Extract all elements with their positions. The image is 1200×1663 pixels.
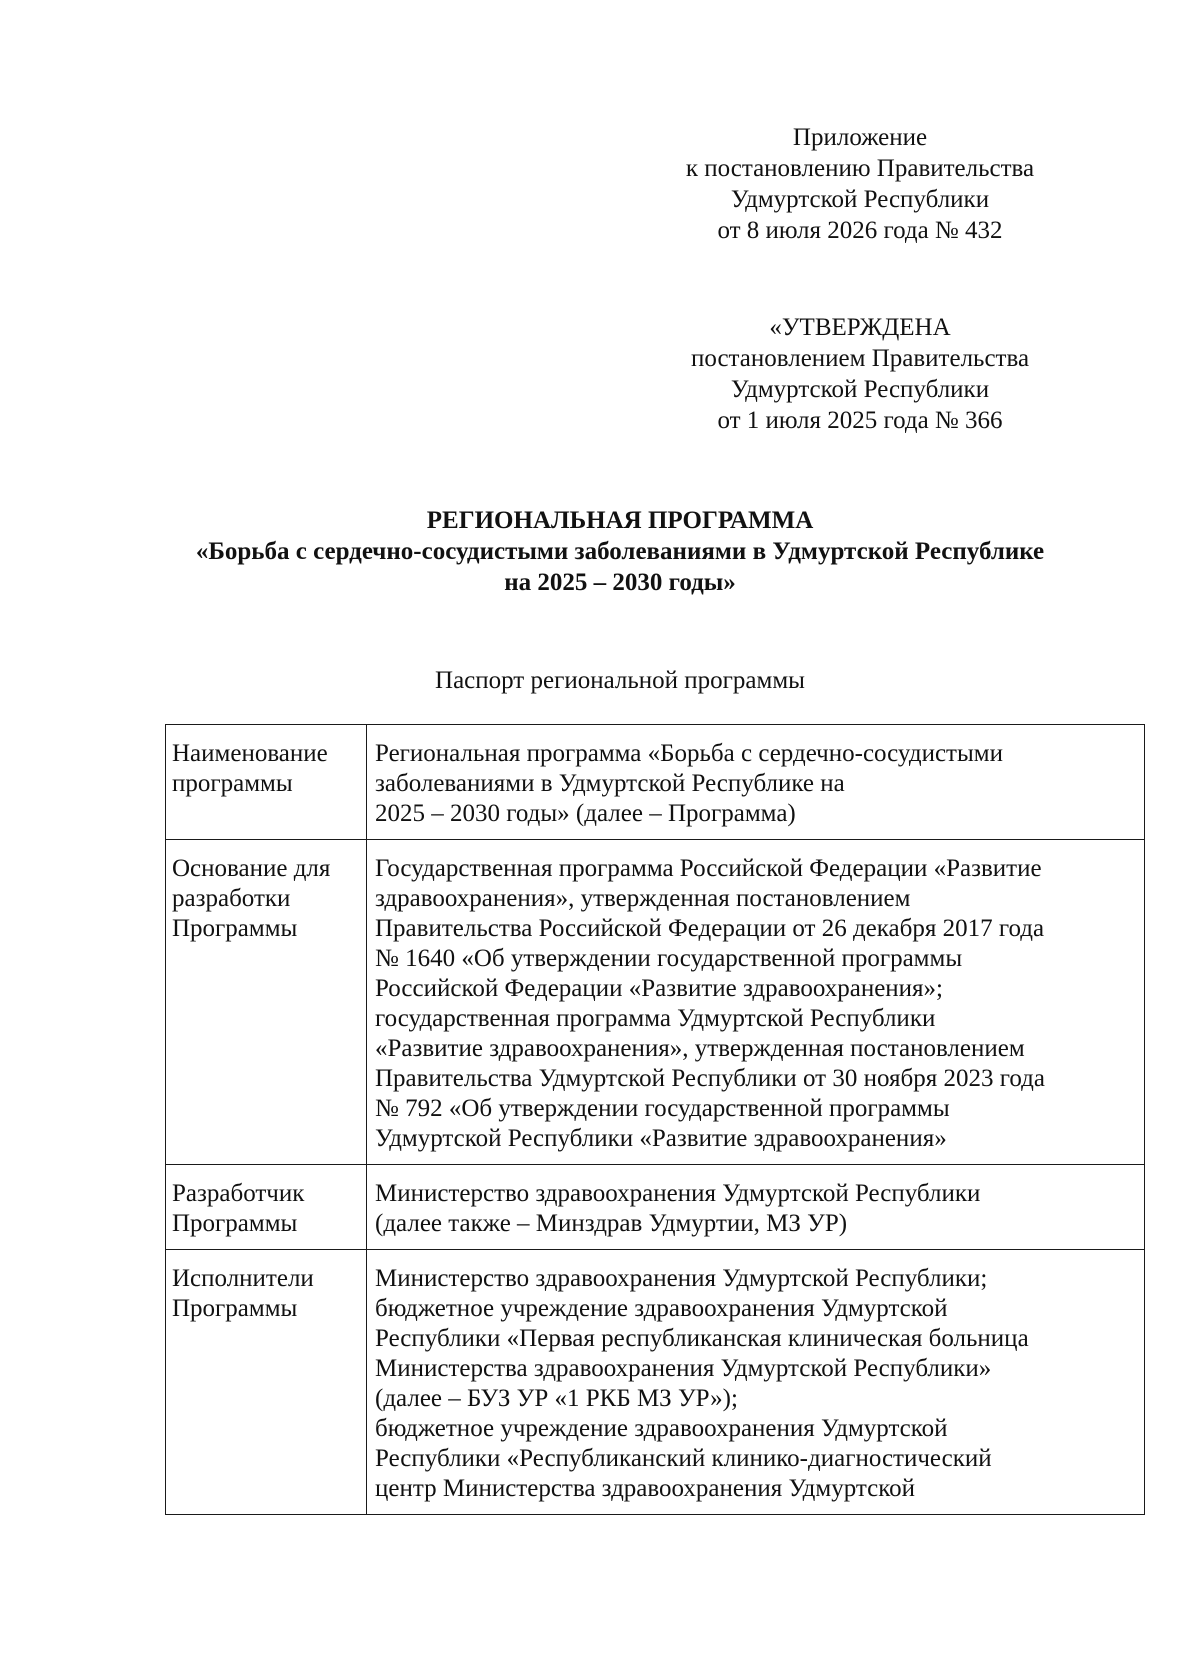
row-label-cell — [166, 1250, 367, 1515]
table-row — [166, 840, 1145, 1165]
title-line: РЕГИОНАЛЬНАЯ ПРОГРАММА — [426, 507, 814, 534]
label-line: разработки — [172, 885, 291, 912]
label-line: Основание для — [172, 855, 331, 882]
row-label-cell — [166, 1165, 367, 1250]
row-value-cell — [367, 840, 1145, 1165]
row-value-cell — [367, 1165, 1145, 1250]
value-line: государственная программа Удмуртской Республики — [375, 1005, 936, 1032]
value-line: «Развитие здравоохранения», утвержденная постановлением — [375, 1035, 1025, 1062]
value-line: Правительства Удмуртской Республики от 30 ноября 2023 года — [375, 1065, 1045, 1092]
label-line: Разработчик — [172, 1180, 305, 1207]
table-row — [166, 725, 1145, 840]
value-line: № 792 «Об утверждении государственной программы — [375, 1095, 950, 1122]
approval-line: постановлением Правительства — [690, 345, 1030, 372]
value-line: (далее – БУЗ УР «1 РКБ МЗ УР»); — [375, 1385, 738, 1412]
value-line: Министерства здравоохранения Удмуртской Республики» — [375, 1355, 992, 1382]
row-value-cell — [367, 725, 1145, 840]
row-value-cell — [367, 1250, 1145, 1515]
table-row — [166, 1250, 1145, 1515]
approval-line: Удмуртской Республики — [730, 376, 990, 403]
appendix-line: Приложение — [792, 124, 928, 151]
label-line: программы — [172, 770, 293, 797]
value-line: (далее также – Минздрав Удмуртии, МЗ УР) — [375, 1210, 848, 1237]
approval-stamp-text — [640, 312, 1080, 436]
appendix-line: к постановлению Правительства — [685, 155, 1035, 182]
value-line: Министерство здравоохранения Удмуртской Республики; — [375, 1265, 988, 1292]
label-line: Исполнители — [172, 1265, 314, 1292]
passport-table — [165, 724, 1145, 1515]
value-line: Российской Федерации «Развитие здравоохранения»; — [375, 975, 944, 1002]
value-line: бюджетное учреждение здравоохранения Удмуртской — [375, 1415, 948, 1442]
approval-line: «УТВЕРЖДЕНА — [769, 314, 951, 341]
value-line: 2025 – 2030 годы» (далее – Программа) — [375, 800, 796, 827]
appendix-line: Удмуртской Республики — [730, 186, 990, 213]
value-line: № 1640 «Об утверждении государственной программы — [375, 945, 963, 972]
label-line: Наименование — [172, 740, 328, 767]
approval-line: от 1 июля 2025 года № 366 — [717, 407, 1003, 434]
value-line: бюджетное учреждение здравоохранения Удмуртской — [375, 1295, 948, 1322]
label-line: Программы — [172, 915, 298, 942]
passport-heading: Паспорт региональной программы — [435, 667, 805, 694]
document-title — [100, 505, 1140, 598]
label-line: Программы — [172, 1295, 298, 1322]
value-line: Удмуртской Республики «Развитие здравоохранения» — [375, 1125, 947, 1152]
title-line: на 2025 – 2030 годы» — [504, 569, 736, 596]
table-row — [166, 1165, 1145, 1250]
value-line: Правительства Российской Федерации от 26 декабря 2017 года — [375, 915, 1045, 942]
value-line: Министерство здравоохранения Удмуртской Республики — [375, 1180, 981, 1207]
appendix-header — [640, 122, 1080, 246]
value-line: Республики «Республиканский клинико-диагностический — [375, 1445, 992, 1472]
label-line: Программы — [172, 1210, 298, 1237]
row-label-cell — [166, 840, 367, 1165]
value-line: центр Министерства здравоохранения Удмуртской — [375, 1475, 915, 1502]
value-line: Республики «Первая республиканская клиническая больница — [375, 1325, 1029, 1352]
value-line: заболеваниями в Удмуртской Республике на — [375, 770, 845, 797]
value-line: Региональная программа «Борьба с сердечно-сосудистыми — [375, 740, 1003, 767]
appendix-line: от 8 июля 2026 года № 432 — [717, 217, 1003, 244]
title-line: «Борьба с сердечно-сосудистыми заболеваниями в Удмуртской Республике — [195, 538, 1045, 565]
row-label-cell — [166, 725, 367, 840]
value-line: Государственная программа Российской Федерации «Развитие — [375, 855, 1042, 882]
value-line: здравоохранения», утвержденная постановлением — [375, 885, 911, 912]
